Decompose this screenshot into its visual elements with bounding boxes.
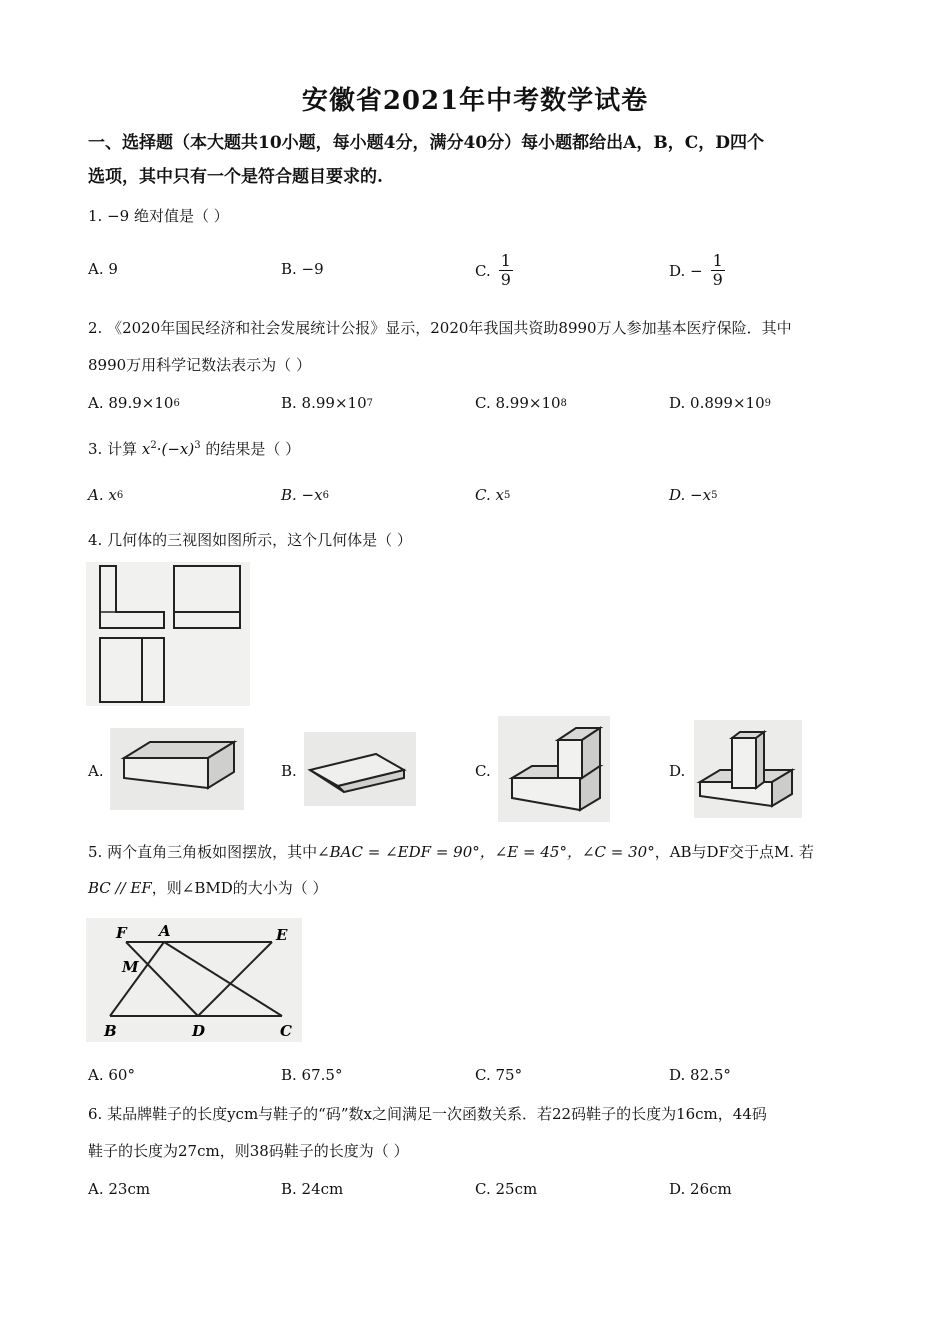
point-label-a: A — [159, 922, 171, 940]
stem-text: 的结果是（ ） — [200, 440, 301, 458]
option-text: B. 8.99×10 — [281, 394, 367, 412]
section-line-2: 选项，其中只有一个是符合题目要求的. — [88, 167, 383, 187]
question-5-line-2 — [88, 878, 868, 898]
question-6-line-1: 6. 某品牌鞋子的长度ycm与鞋子的“码”数x之间满足一次函数关系．若22码鞋子的长度为16cm，44码 — [88, 1105, 767, 1123]
math-expr: ·(−x) — [156, 440, 195, 458]
fraction-numerator: 1 — [712, 251, 723, 270]
question-1-stem: 1. −9 绝对值是（ ） — [88, 207, 229, 225]
q2-option-a — [88, 394, 180, 412]
math-expr: BC // EF — [88, 879, 152, 897]
q4-option-c-label: C. — [475, 762, 491, 780]
q3-option-c — [475, 486, 510, 504]
exponent: 6 — [322, 489, 329, 501]
fraction-denominator: 9 — [500, 270, 511, 289]
question-2-options — [88, 394, 868, 428]
point-label-e: E — [276, 926, 288, 944]
section-heading — [88, 126, 868, 194]
exponent: 9 — [764, 397, 771, 409]
exponent: 5 — [711, 489, 718, 501]
stem-text: 5. 两个直角三角板如图摆放，其中 — [88, 843, 318, 861]
point-label-m: M — [122, 958, 139, 976]
question-5-options — [88, 1066, 868, 1100]
q1-option-b: B. −9 — [281, 260, 324, 278]
q1-option-d-label: D. − — [669, 261, 703, 280]
option-text: A. 89.9×10 — [88, 394, 174, 412]
math-var: x — [141, 440, 151, 458]
q3-option-b — [281, 486, 329, 504]
exponent: 6 — [116, 489, 124, 501]
q2-option-c — [475, 394, 567, 412]
q6-option-d: D. 26cm — [669, 1180, 732, 1198]
q3-option-d — [669, 486, 717, 504]
exponent: 8 — [560, 397, 567, 409]
option-text: D. −x — [669, 486, 712, 504]
option-text: B. −x — [281, 486, 323, 504]
page-title: 安徽省2021年中考数学试卷 — [301, 86, 649, 116]
section-line-1: 一、选择题（本大题共10小题，每小题4分，满分40分）每小题都给出A，B，C，D四个 — [88, 133, 764, 153]
q4-option-c-figure — [498, 716, 610, 822]
question-2-line-2: 8990万用科学记数法表示为（ ） — [88, 356, 311, 374]
point-label-c: C — [280, 1022, 292, 1040]
tower-front — [732, 738, 756, 788]
exponent: 2 — [150, 440, 157, 451]
question-2-line-1: 2. 《2020年国民经济和社会发展统计公报》显示，2020年我国共资助8990万人参加基本医疗保险．其中 — [88, 319, 792, 337]
q4-option-a-label: A. — [88, 762, 104, 780]
question-1-options — [88, 251, 868, 289]
three-view-figure — [86, 562, 250, 706]
question-3-stem — [88, 436, 868, 459]
point-label-f: F — [116, 924, 127, 942]
q2-option-d — [669, 394, 771, 412]
question-3-options — [88, 486, 868, 520]
q1-option-c — [475, 252, 513, 289]
column-front — [558, 740, 582, 778]
stem-text: ，则∠BMD的大小为（ ） — [151, 879, 328, 897]
q5-option-b: B. 67.5° — [281, 1066, 343, 1084]
question-6-options — [88, 1180, 868, 1214]
q6-option-c: C. 25cm — [475, 1180, 538, 1198]
q3-option-a — [88, 486, 123, 504]
q1-option-a: A. 9 — [88, 260, 118, 278]
q1-option-c-fraction — [499, 252, 513, 289]
exponent: 7 — [366, 397, 373, 409]
tower-side — [756, 732, 764, 788]
question-6-line-2: 鞋子的长度为27cm，则38码鞋子的长度为（ ） — [88, 1142, 409, 1160]
exponent: 5 — [503, 489, 511, 501]
q4-option-d-label: D. — [669, 762, 686, 780]
fraction-denominator: 9 — [712, 270, 723, 289]
math-expr: ∠BAC = ∠EDF = 90°，∠E = 45°，∠C = 30° — [317, 843, 655, 861]
q1-option-c-label: C. — [475, 261, 491, 280]
question-4-stem: 4. 几何体的三视图如图所示，这个几何体是（ ） — [88, 531, 412, 549]
fraction-numerator: 1 — [500, 251, 511, 270]
q5-option-d: D. 82.5° — [669, 1066, 731, 1084]
figure-background — [86, 562, 250, 706]
point-label-d: D — [192, 1022, 206, 1040]
option-text: A. x — [88, 486, 117, 504]
q4-option-d-figure — [694, 720, 802, 818]
stem-text: 3. 计算 — [88, 440, 142, 458]
triangle-figure — [86, 918, 302, 1042]
option-text: D. 0.899×10 — [669, 394, 765, 412]
q4-option-b-figure — [304, 732, 416, 806]
q1-option-d — [669, 252, 725, 289]
question-5-line-1 — [88, 842, 868, 862]
stem-text: ，AB与DF交于点M. 若 — [654, 843, 814, 861]
q4-option-a-figure — [110, 728, 244, 810]
q2-option-b — [281, 394, 373, 412]
q4-option-b-label: B. — [281, 762, 297, 780]
option-text: C. x — [475, 486, 504, 504]
q6-option-b: B. 24cm — [281, 1180, 344, 1198]
q5-option-a: A. 60° — [88, 1066, 135, 1084]
q1-option-d-fraction — [711, 252, 725, 289]
option-text: C. 8.99×10 — [475, 394, 561, 412]
exponent: 6 — [173, 397, 180, 409]
q5-option-c: C. 75° — [475, 1066, 523, 1084]
point-label-b: B — [104, 1022, 117, 1040]
q6-option-a: A. 23cm — [88, 1180, 151, 1198]
exponent: 3 — [194, 440, 201, 451]
